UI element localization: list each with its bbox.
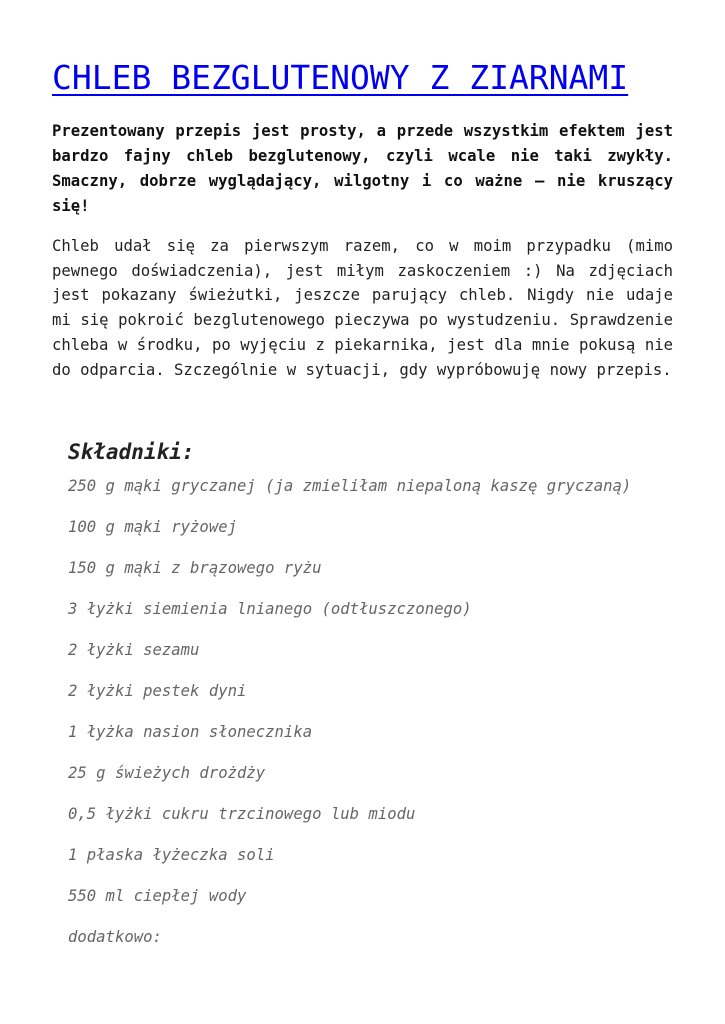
article-body: Chleb udał się za pierwszym razem, co w moim przypadku (mimo pewnego doświadczenia), jest miłym zaskoczeniem :) Na zdjęciach jest pokazany świeżutki, jeszcze parujący chleb. Nigdy nie udaje mi się pokroić bezglutenowego pieczywa po wystudzeniu. Sprawdzenie chleba w środku, po wyjęciu z piekarnika, jest dla mnie pokusą nie do odparcia. Szczególnie w sytuacji, gdy wypróbowuję nowy przepis.: [52, 237, 673, 379]
ingredients-list: [68, 474, 688, 966]
article-title-link[interactable]: CHLEB BEZGLUTENOWY Z ZIARNAMI: [52, 58, 629, 97]
ingredient-item: 2 łyżki sezamu: [68, 641, 200, 659]
ingredient-item: 550 ml ciepłej wody: [68, 887, 247, 905]
ingredient-item: 3 łyżki siemienia lnianego (odtłuszczonego): [68, 600, 472, 618]
article-lead: Prezentowany przepis jest prosty, a przede wszystkim efektem jest bardzo fajny chleb bezglutenowy, czyli wcale nie taki zwykły. Smaczny, dobrze wyglądający, wilgotny i co ważne – nie kruszący się!: [52, 122, 673, 215]
ingredient-item-additional: dodatkowo:: [68, 928, 162, 946]
ingredient-item: 100 g mąki ryżowej: [68, 518, 237, 536]
ingredient-item: 25 g świeżych drożdży: [68, 764, 266, 782]
ingredient-item: 1 łyżka nasion słonecznika: [68, 723, 313, 741]
ingredient-item: 1 płaska łyżeczka soli: [68, 846, 275, 864]
ingredient-item: 0,5 łyżki cukru trzcinowego lub miodu: [68, 805, 416, 823]
ingredient-item: 2 łyżki pestek dyni: [68, 682, 247, 700]
ingredient-item: 250 g mąki gryczanej (ja zmieliłam niepaloną kaszę gryczaną): [68, 477, 632, 495]
ingredients-heading: Składniki:: [68, 440, 195, 464]
ingredient-item: 150 g mąki z brązowego ryżu: [68, 559, 322, 577]
ingredients-section: [68, 436, 688, 960]
